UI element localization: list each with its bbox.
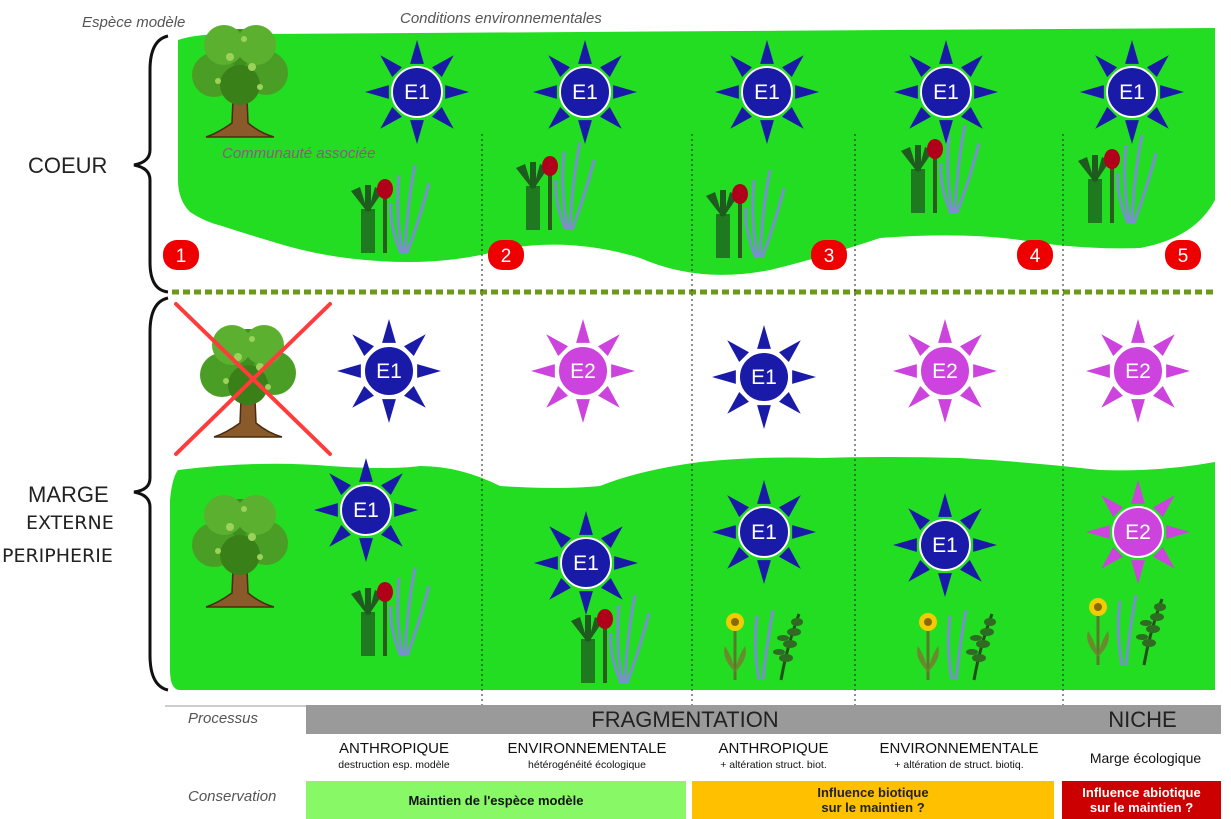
sun-ray [757, 405, 771, 429]
biotic-line-2: sur le maintien ? [821, 800, 925, 815]
scenario-marker-1 [163, 240, 199, 270]
process-subtitle: destruction esp. modèle [338, 759, 450, 771]
scenario-number: 4 [1029, 246, 1041, 267]
sun-label: E2 [1125, 521, 1151, 544]
sun-icon-e2 [893, 319, 997, 423]
sun-icon-e1 [314, 458, 418, 562]
sun-icon-e1 [894, 40, 998, 144]
sun-ray [337, 364, 361, 378]
sun-ray [576, 319, 590, 343]
model-species-label: Espèce modèle [82, 14, 186, 31]
marge-label: MARGE [28, 482, 109, 507]
scenario-marker-2 [488, 240, 524, 270]
sun-ray [1131, 399, 1145, 423]
scenario-number: 1 [175, 246, 187, 267]
sun-icon-e1 [534, 511, 638, 615]
scenario-number: 3 [823, 246, 835, 267]
sun-ray [1166, 364, 1190, 378]
sun-icon-e2 [1086, 319, 1190, 423]
biotic-line-1: Influence biotique [817, 785, 929, 800]
sun-label: E1 [376, 360, 402, 383]
sun-icon-e2 [531, 319, 635, 423]
env-conditions-label: Conditions environnementales [400, 10, 602, 27]
scenario-number: 5 [1177, 246, 1189, 267]
scenario-marker-5 [1165, 240, 1201, 270]
sun-icon-e1 [1080, 40, 1184, 144]
sun-label: E1 [572, 81, 598, 104]
sun-ray [938, 319, 952, 343]
sun-label: E1 [751, 521, 777, 544]
sun-ray [382, 319, 396, 343]
peripherie-label: PERIPHERIE [2, 545, 113, 567]
process-title: ANTHROPIQUE [338, 740, 449, 757]
sun-ray [1131, 319, 1145, 343]
sun-label: E1 [353, 499, 379, 522]
sun-icon-e2 [1086, 480, 1190, 584]
sun-ray [531, 364, 555, 378]
process-column [482, 740, 692, 771]
process-subtitle: hétérogénéité écologique [528, 759, 646, 771]
abiotic-influence-text [1062, 781, 1221, 819]
process-subtitle: + altération de struct. biotiq. [894, 759, 1024, 771]
sun-label: E1 [404, 81, 430, 104]
process-title: ENVIRONNEMENTALE [879, 740, 1039, 757]
maintien-text: Maintien de l'espèce modèle [408, 792, 584, 808]
process-title: Marge écologique [1089, 750, 1202, 766]
sun-label: E2 [1125, 360, 1151, 383]
sun-ray [576, 399, 590, 423]
biotic-influence-text [692, 781, 1054, 819]
sun-icon-e1 [712, 480, 816, 584]
coeur-brace [134, 36, 168, 292]
scenario-number: 2 [500, 246, 512, 267]
marge-brace [134, 298, 168, 690]
process-title: ENVIRONNEMENTALE [507, 740, 667, 757]
sun-ray [792, 370, 816, 384]
niche-label: NICHE [1108, 706, 1177, 732]
sun-icon-e1 [893, 493, 997, 597]
process-column [855, 740, 1063, 771]
sun-label: E2 [570, 360, 596, 383]
abiotic-line-1: Influence abiotique [1082, 785, 1201, 800]
sun-ray [1086, 364, 1110, 378]
scenario-marker-3 [811, 240, 847, 270]
sun-ray [973, 364, 997, 378]
sun-label: E1 [573, 552, 599, 575]
processus-label: Processus [188, 710, 259, 727]
fragmentation-label: FRAGMENTATION [591, 706, 779, 732]
process-column [1063, 750, 1228, 766]
sun-ray [417, 364, 441, 378]
sun-label: E1 [754, 81, 780, 104]
sun-ray [757, 325, 771, 349]
sun-label: E1 [933, 81, 959, 104]
scenario-marker-4 [1017, 240, 1053, 270]
community-label: Communauté associée [222, 145, 376, 162]
externe-label: EXTERNE [26, 512, 114, 534]
sun-icon-e1 [365, 40, 469, 144]
conservation-label: Conservation [188, 788, 277, 805]
coeur-label: COEUR [28, 153, 108, 178]
sun-ray [712, 370, 736, 384]
process-column [306, 740, 482, 771]
sun-ray [382, 399, 396, 423]
abiotic-line-2: sur le maintien ? [1089, 800, 1194, 815]
process-title: ANTHROPIQUE [718, 740, 829, 757]
sun-icon-e1 [337, 319, 441, 423]
sun-ray [938, 399, 952, 423]
sun-label: E1 [1119, 81, 1145, 104]
sun-icon-e1 [712, 325, 816, 429]
sun-ray [893, 364, 917, 378]
sun-label: E1 [751, 366, 777, 389]
sun-ray [611, 364, 635, 378]
sun-icon-e1 [715, 40, 819, 144]
sun-label: E1 [932, 534, 958, 557]
sun-icon-e1 [533, 40, 637, 144]
process-subtitle: + altération struct. biot. [720, 759, 827, 771]
process-column [692, 740, 855, 771]
sun-label: E2 [932, 360, 958, 383]
